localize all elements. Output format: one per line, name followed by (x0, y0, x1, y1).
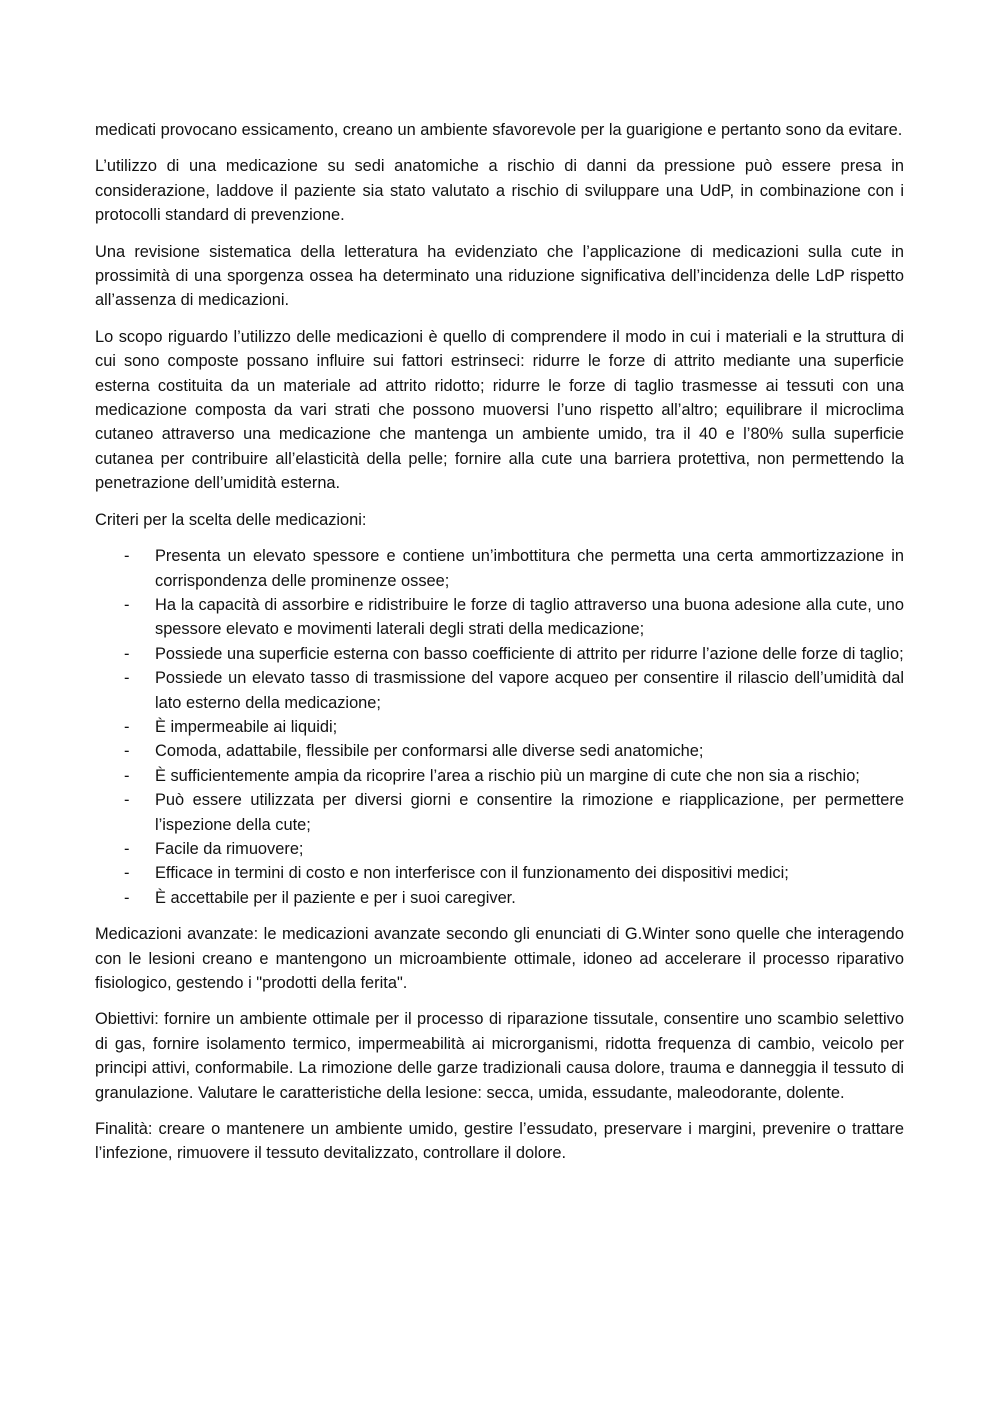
bullet-dash: - (124, 766, 130, 785)
paragraph-purposes: Finalità: creare o mantenere un ambiente umido, gestire l’essudato, preservare i margini, prevenire o trattare l’infezione, rimuovere il tessuto devitalizzato, controllare il dolore. (95, 1120, 904, 1163)
list-item-text: Può essere utilizzata per diversi giorni e consentire la rimozione e riapplicazione, per permettere l’ispezione della cute; (155, 791, 904, 834)
list-item (95, 764, 904, 788)
list-item (95, 666, 904, 715)
list-item (95, 715, 904, 739)
list-item (95, 593, 904, 642)
bullet-dash: - (124, 717, 130, 736)
list-item (95, 837, 904, 861)
list-item (95, 739, 904, 763)
bullet-dash: - (124, 547, 130, 566)
bullet-dash: - (124, 742, 130, 761)
list-item-text: Ha la capacità di assorbire e ridistribuire le forze di taglio attraverso una buona adesione alla cute, uno spessore elevato e movimenti laterali degli strati della medicazione; (155, 595, 904, 639)
bullet-dash: - (124, 839, 130, 858)
paragraph-systematic-review: Una revisione sistematica della letteratura ha evidenziato che l’applicazione di medicazioni sulla cute in prossimità di una sporgenza ossea ha determinato una riduzione significativa dell’incidenza delle LdP rispetto all’assenza di medicazioni. (95, 242, 904, 310)
list-item-text: Possiede una superficie esterna con basso coefficiente di attrito per ridurre l’azione delle forze di taglio; (155, 644, 904, 663)
list-item (95, 544, 904, 593)
bullet-dash: - (124, 644, 130, 663)
bullet-dash: - (124, 595, 130, 614)
list-item (95, 642, 904, 666)
list-item-text: È impermeabile ai liquidi; (155, 717, 338, 736)
list-item (95, 788, 904, 837)
list-item-text: È accettabile per il paziente e per i suoi caregiver. (155, 888, 516, 907)
bullet-dash: - (124, 791, 130, 810)
paragraph-purpose: Lo scopo riguardo l’utilizzo delle medicazioni è quello di comprendere il modo in cui i materiali e la struttura di cui sono composte possano influire sui fattori estrinseci: ridurre le forze di attrito mediante una superficie esterna costituita da un materiale ad attrito ridotto; ridurre le forze di taglio trasmesse ai tessuti con una medicazione composta da vari strati che possono muoversi l’uno rispetto all’altro; equilibrare il microclima cutaneo attraverso una medicazione che mantenga un ambiente umido, tra il 40 e l’80% sulla superficie cutanea per contribuire all’elasticità della pelle; fornire alla cute una barriera protettiva, non permettendo la penetrazione dell’umidità esterna. (95, 327, 904, 493)
list-item (95, 861, 904, 885)
bullet-dash: - (124, 864, 130, 883)
bullet-dash: - (124, 888, 130, 907)
paragraph-dressings-drying: medicati provocano essicamento, creano un ambiente sfavorevole per la guarigione e pertanto sono da evitare. (95, 121, 903, 139)
list-item-text: Comoda, adattabile, flessibile per conformarsi alle diverse sedi anatomiche; (155, 742, 704, 761)
list-item-text: Presenta un elevato spessore e contiene un’imbottitura che permetta una certa ammortizzazione in corrispondenza delle prominenze ossee; (155, 547, 904, 590)
list-item-text: È sufficientemente ampia da ricoprire l’area a rischio più un margine di cute che non sia a rischio; (155, 766, 860, 785)
paragraph-advanced-dressings: Medicazioni avanzate: le medicazioni avanzate secondo gli enunciati di G.Winter sono quelle che interagendo con le lesioni creano e mantengono un microambiente ottimale, idoneo ad accelerare il processo riparativo fisiologico, gestendo i "prodotti della ferita". (95, 925, 904, 992)
list-item-text: Efficace in termini di costo e non interferisce con il funzionamento dei dispositivi medici; (155, 864, 789, 883)
list-item-text: Possiede un elevato tasso di trasmissione del vapore acqueo per consentire il rilascio dell’umidità dal lato esterno della medicazione; (155, 669, 904, 712)
criteria-list (95, 544, 904, 910)
paragraph-objectives: Obiettivi: fornire un ambiente ottimale per il processo di riparazione tissutale, consentire uno scambio selettivo di gas, fornire isolamento termico, impermeabilità ai microrganismi, ridotta frequenza di cambio, veicolo per principi attivi, conformabile. La rimozione delle garze tradizionali causa dolore, trauma e danneggia il tessuto di granulazione. Valutare le caratteristiche della lesione: secca, umida, essudante, maleodorante, dolente. (95, 1010, 904, 1102)
paragraph-criteria-intro: Criteri per la scelta delle medicazioni: (95, 510, 367, 529)
paragraph-dressing-use: L’utilizzo di una medicazione su sedi anatomiche a rischio di danni da pressione può essere presa in considerazione, laddove il paziente sia stato valutato a rischio di sviluppare una UdP, in combinazione con i protocolli standard di prevenzione. (95, 157, 904, 225)
list-item (95, 886, 904, 910)
list-item-text: Facile da rimuovere; (155, 839, 304, 858)
bullet-dash: - (124, 669, 130, 688)
document-page (95, 118, 904, 1178)
